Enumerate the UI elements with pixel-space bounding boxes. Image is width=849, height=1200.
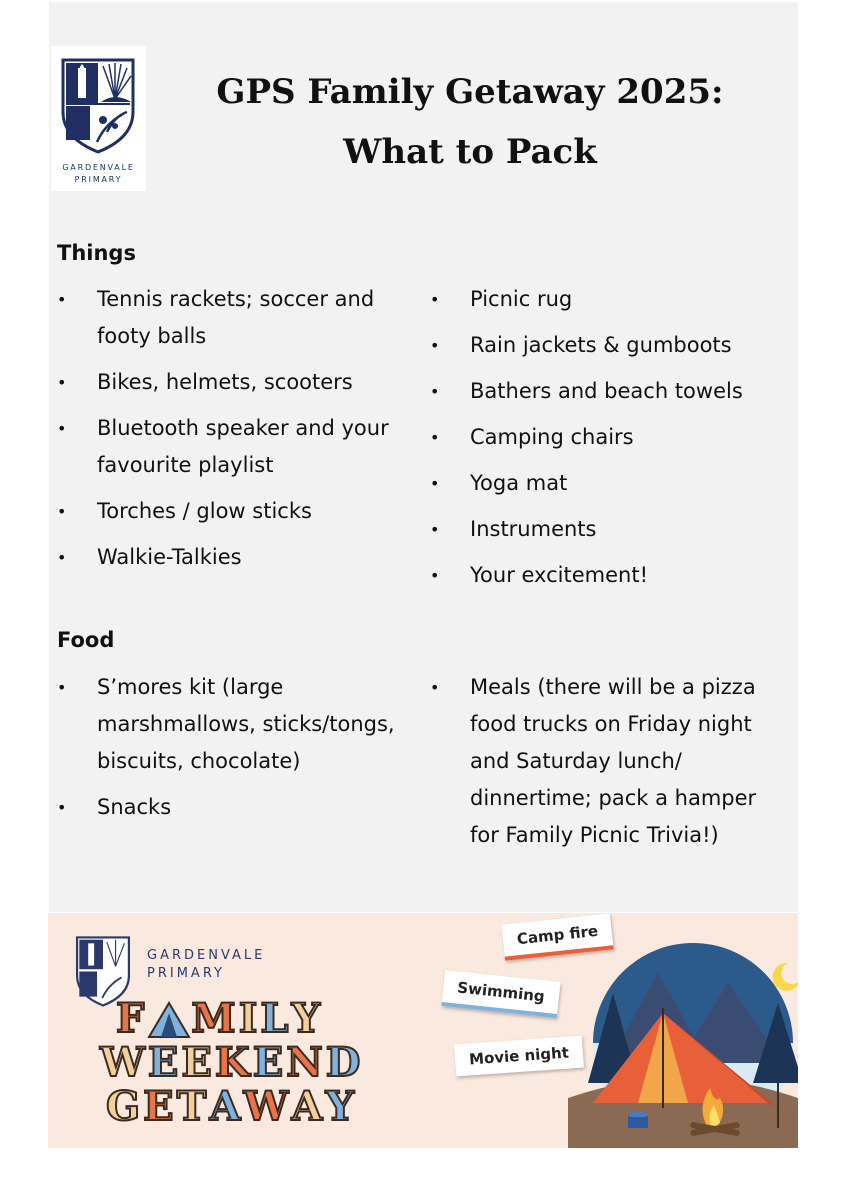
school-crest-icon bbox=[57, 54, 139, 154]
list-item: • Tennis rackets; soccer and footy balls bbox=[57, 281, 422, 355]
list-item: • Yoga mat bbox=[430, 465, 790, 502]
things-list-right bbox=[430, 281, 790, 603]
list-item: • Bikes, helmets, scooters bbox=[57, 364, 422, 401]
list-item: • Bluetooth speaker and your favourite playlist bbox=[57, 410, 422, 484]
camping-scene bbox=[568, 933, 798, 1148]
list-item: • Meals (there will be a pizza food trucks on Friday night and Saturday lunch/ dinnertime; pack a hamper for Family Picnic Trivia!) bbox=[430, 669, 775, 854]
list-item: • Instruments bbox=[430, 511, 790, 548]
list-item: • Snacks bbox=[57, 789, 417, 826]
food-heading: Food bbox=[57, 628, 115, 652]
food-list-right bbox=[430, 669, 775, 863]
getaway-banner bbox=[48, 913, 798, 1148]
sign-swimming: Swimming bbox=[441, 970, 560, 1018]
school-logo bbox=[51, 46, 146, 191]
banner-word-getaway: GETAWAY bbox=[106, 1083, 358, 1130]
list-item: • Walkie-Talkies bbox=[57, 539, 422, 576]
banner-word1-text bbox=[323, 995, 324, 996]
page-title-line1: GPS Family Getaway 2025: bbox=[216, 72, 724, 112]
sign-camp-fire: Camp fire bbox=[501, 913, 614, 960]
logo-school-name-line1: GARDENVALE bbox=[62, 163, 135, 172]
list-item: • Rain jackets & gumboots bbox=[430, 327, 790, 364]
tent-icon bbox=[147, 999, 191, 1039]
things-heading: Things bbox=[57, 241, 136, 265]
sign-movie-night: Movie night bbox=[454, 1036, 584, 1077]
list-item: • Torches / glow sticks bbox=[57, 493, 422, 530]
list-item: • Picnic rug bbox=[430, 281, 790, 318]
lantern-icon bbox=[628, 1111, 648, 1128]
page-title-line2: What to Pack bbox=[343, 132, 597, 172]
banner-word2-text bbox=[363, 1039, 364, 1040]
list-item: • Bathers and beach towels bbox=[430, 373, 790, 410]
banner-word-weekend: WEEKEND bbox=[100, 1039, 364, 1086]
banner-word-family: F MILY bbox=[116, 995, 324, 1042]
list-item: • Camping chairs bbox=[430, 419, 790, 456]
banner-school-line2: PRIMARY bbox=[147, 966, 225, 981]
list-item: • Your excitement! bbox=[430, 557, 790, 594]
banner-school-line1: GARDENVALE bbox=[147, 948, 266, 963]
list-item: • S’mores kit (large marshmallows, sticks/tongs, biscuits, chocolate) bbox=[57, 669, 417, 780]
food-list-left bbox=[57, 669, 417, 835]
logo-school-name-line2: PRIMARY bbox=[74, 175, 123, 184]
things-list-left bbox=[57, 281, 422, 585]
moon-icon bbox=[773, 963, 798, 991]
